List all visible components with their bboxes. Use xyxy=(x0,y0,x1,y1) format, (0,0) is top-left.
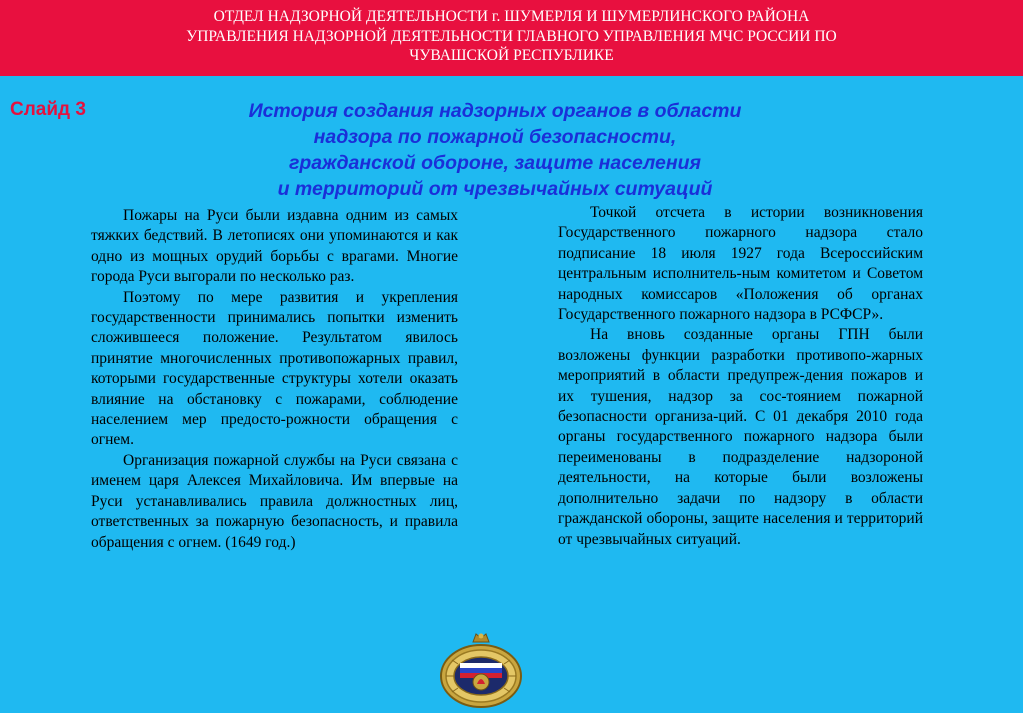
right-paragraph-2: На вновь созданные органы ГПН были возложены функции разработки противопо-жарных мероприятий в области предупреж-дения пожаров и их тушения, надзор за сос-тоянием пожарной безопасности организа-ций. С 01 декабря 2010 года органы государственного пожарного надзора были переименованы в подразделение надзороной деятельности, на которые были возложены дополнительно задачи по надзору в области гражданской обороны, защите населения и территорий от чрезвычайных ситуаций. xyxy=(558,326,923,548)
title-line-4: и территорий от чрезвычайных ситуаций xyxy=(277,178,713,200)
left-text-column xyxy=(91,206,458,553)
header-line-3: ЧУВАШСКОЙ РЕСПУБЛИКЕ xyxy=(409,47,614,64)
slide-number-label: Слайд 3 xyxy=(10,99,86,120)
right-paragraph-1: Точкой отсчета в истории возникновения Государственного пожарного надзора стало подписание 18 июля 1927 года Всероссийским центральным исполнитель-ным комитетом и Советом народных комиссаров «Положения об органах Государственного пожарного надзора в РСФСР». xyxy=(558,204,923,324)
title-line-3: гражданской обороне, защите населения xyxy=(288,152,702,174)
left-paragraph-2: Поэтому по мере развития и укрепления государственности принимались попытки изменить сложившееся положение. Результатом явилось принятие многочисленных противопожарных правил, которыми государственные структуры хотели оказать влияние на обстановку с пожарами, соблюдение населением мер предосто-рожности обращения с огнем. xyxy=(91,288,458,449)
title-line-2: надзора по пожарной безопасности, xyxy=(313,126,677,148)
header-line-2: УПРАВЛЕНИЯ НАДЗОРНОЙ ДЕЯТЕЛЬНОСТИ ГЛАВНОГО УПРАВЛЕНИЯ МЧС РОССИИ ПО xyxy=(186,27,837,45)
right-text-column xyxy=(558,203,923,550)
header-banner xyxy=(0,0,1023,76)
slide-title xyxy=(170,98,820,202)
title-line-1: История создания надзорных органов в области xyxy=(248,100,742,122)
fire-service-emblem-icon xyxy=(438,630,524,708)
left-paragraph-1: Пожары на Руси были издавна одним из самых тяжких бедствий. В летописях они упоминаются и как одно из мощных орудий борьбы с врагами. Многие города Руси выгорали по несколько раз. xyxy=(91,207,458,286)
header-line-1: ОТДЕЛ НАДЗОРНОЙ ДЕЯТЕЛЬНОСТИ г. ШУМЕРЛЯ И ШУМЕРЛИНСКОГО РАЙОНА xyxy=(213,8,810,25)
left-paragraph-3: Организация пожарной службы на Руси связана с именем царя Алексея Михайловича. Им впервые на Руси устанавливались правила должностных лиц, ответственных за пожарную безопасность, и правила обращения с огнем. (1649 год.) xyxy=(91,451,458,551)
